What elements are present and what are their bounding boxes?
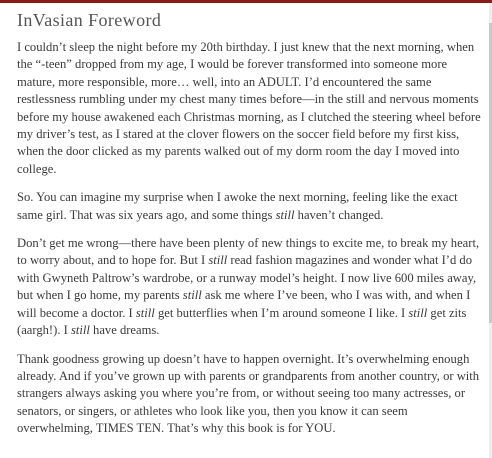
text-run: Thank goodness growing up doesn’t have to happen overnight. It’s overwhelming enough already. And if you’ve grown up with parents or grandparents from another country, or with strangers always asking you where you’re from, or without seeing too many actresses, or senators, or singers, or athletes who look like you, then you know it can seem overwhelming, TIMES TEN. That’s why this book is for YOU. (17, 351, 480, 436)
paragraph-1 (17, 39, 483, 178)
text-run: I couldn’t sleep the night before my 20th birthday. I just knew that the next morning, when the “-teen” dropped from my age, I would be forever transformed into someone more mature, more responsible, more… well, into an ADULT. I’d encountered the same restlessness rumbling under my chest many times before—in the still and nervous moments before my house awakened each Christmas morning, as I clutched the steering wheel before my driver’s test, as I stared at the clover flowers on the soccer field before my first kiss, when the door clicked as my parents walked out of my dorm room the day I moved into college. (17, 40, 481, 176)
paragraph-2 (17, 189, 483, 224)
text-run: get butterflies when I’m around someone I like. I (154, 305, 409, 320)
text-run: get zits (aargh!). I (17, 305, 467, 338)
text-run: ask me where I’ve been, who I was with, and when I will become a doctor. I (17, 288, 471, 320)
emphasis-text: still (70, 323, 90, 338)
text-run: have dreams. (89, 323, 160, 338)
emphasis-text: still (275, 207, 295, 222)
emphasis-text: still (408, 305, 428, 320)
top-accent-bar (0, 0, 492, 3)
emphasis-text: still (208, 253, 228, 268)
article (17, 9, 483, 449)
emphasis-text: still (182, 288, 202, 303)
text-run: So. You can imagine my surprise when I awoke the next morning, feeling like the exact same girl. That was six years ago, and some things (17, 190, 458, 222)
paragraph-3 (17, 235, 483, 339)
paragraph-4 (17, 351, 483, 438)
text-run: Don’t get me wrong—there have been plenty of new things to excite me, to break my heart, to worry about, and to hope for. But I (17, 236, 480, 268)
text-run: read fashion magazines and wonder what I’d do with Gwyneth Paltrow’s wardrobe, or a runway model’s height. I now live 600 miles away, but when I go home, my parents (17, 253, 477, 303)
emphasis-text: still (135, 305, 155, 320)
page-title: InVasian Foreword (17, 10, 162, 30)
text-run: haven’t changed. (294, 207, 384, 222)
